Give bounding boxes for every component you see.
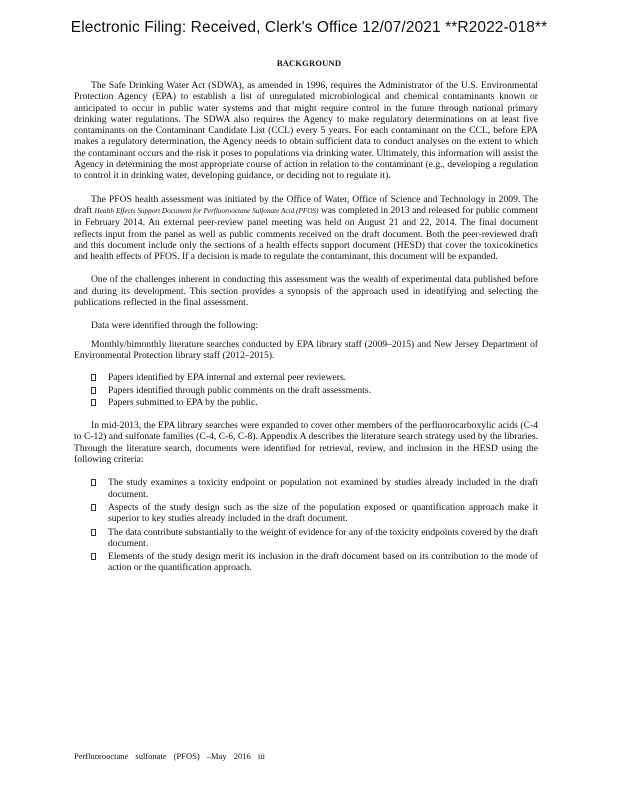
criteria-bullet-list xyxy=(74,477,538,573)
filing-header: Electronic Filing: Received, Clerk's Office 12/07/2021 **R2022-018** xyxy=(70,19,548,36)
paragraph-data-identified: Data were identified through the following: xyxy=(91,320,259,332)
section-heading: BACKGROUND xyxy=(276,58,342,68)
list-item xyxy=(91,372,538,383)
page-footer: Perfluorooctane sulfonate (PFOS) –May 2016 iii xyxy=(74,751,265,761)
list-item-text: Aspects of the study design such as the size of the population exposed or quantification approach make it superior to key studies already included in the draft document. xyxy=(108,501,538,525)
list-item xyxy=(91,527,538,550)
list-item xyxy=(91,502,538,525)
list-item xyxy=(91,477,538,500)
paragraph-text: The PFOS health assessment was initiated by the Office of Water, Office of Science and Technology in 2009. The draft xyxy=(74,193,538,216)
paragraph-text: was completed in 2013 and released for public comment in February 2014. An external peer-review panel meeting was held on August 21 and 22, 2014. The final document reflects input from the panel as well as public comments received on the draft document. Both the peer-reviewed draft and this document include only the sections of a health effects support document (HESD) that cover the toxicokinetics and health effects of PFOS. If a decision is made to regulate the contaminant, this document will be expanded. xyxy=(74,204,538,263)
bullet-box-icon xyxy=(91,387,96,394)
bullet-box-icon xyxy=(91,479,96,486)
bullet-box-icon xyxy=(91,399,96,406)
list-item xyxy=(91,385,538,396)
list-item-text: Papers submitted to EPA by the public. xyxy=(108,396,258,408)
source-bullet-list xyxy=(74,372,538,408)
document-body xyxy=(74,80,538,586)
paragraph-challenges: One of the challenges inherent in conducting this assessment was the wealth of experimental data published before and during its development. This section provides a synopsis of the approach used in identifying and selecting the publications reflected in the final assessment. xyxy=(74,274,538,309)
list-item-text: The study examines a toxicity endpoint or population not examined by studies already included in the draft document. xyxy=(108,477,538,500)
paragraph-sdwa: The Safe Drinking Water Act (SDWA), as amended in 1996, requires the Administrator of the U.S. Environmental Protection Agency (EPA) to establish a list of unregulated microbiological and chemical contaminants known or anticipated to occur in public water systems and that might require control in the future through national primary drinking water regulations. The SDWA also requires the Agency to make regulatory determinations on at least five contaminants on the Contaminant Candidate List (CCL) every 5 years. For each contaminant on the CCL, before EPA makes a regulatory determination, the Agency needs to obtain sufficient data to conduct analyses on the extent to which the contaminant occurs and the risk it poses to populations via drinking water. Ultimately, this information will assist the Agency in determining the most appropriate course of action in relation to the contaminant (e.g., developing a regulation to control it in drinking water, developing guidance, or deciding not to regulate it). xyxy=(74,80,538,182)
document-title-italic: Health Effects Support Document for Perfluorooctane Sulfonate Acid (PFOS) xyxy=(94,206,319,215)
list-item-text: The data contribute substantially to the weight of evidence for any of the toxicity endpoints covered by the draft document. xyxy=(108,526,538,549)
list-item xyxy=(91,551,538,574)
bullet-box-icon xyxy=(91,529,96,536)
bullet-box-icon xyxy=(91,553,96,560)
bullet-box-icon xyxy=(91,374,96,381)
list-item-text: Elements of the study design merit its inclusion in the draft document based on its contribution to the mode of action or the quantification approach. xyxy=(108,551,538,574)
list-item-text: Papers identified by EPA internal and external peer reviewers. xyxy=(108,372,347,384)
paragraph-pfos-assessment xyxy=(74,194,538,263)
paragraph-literature-searches: Monthly/bimonthly literature searches conducted by EPA library staff (2009–2015) and New Jersey Department of Environmental Protection library staff (2012–2015). xyxy=(74,338,538,361)
paragraph-search-expansion: In mid-2013, the EPA library searches were expanded to cover other members of the perfluorocarboxylic acids (C-4 to C-12) and sulfonate families (C-4, C-6, C-8). Appendix A describes the literature search strategy used by the libraries. Through the literature search, documents were identified for retrieval, review, and inclusion in the HESD using the following criteria: xyxy=(74,420,538,466)
list-item-text: Papers identified through public comments on the draft assessments. xyxy=(108,384,371,396)
bullet-box-icon xyxy=(91,504,96,511)
list-item xyxy=(91,397,538,408)
